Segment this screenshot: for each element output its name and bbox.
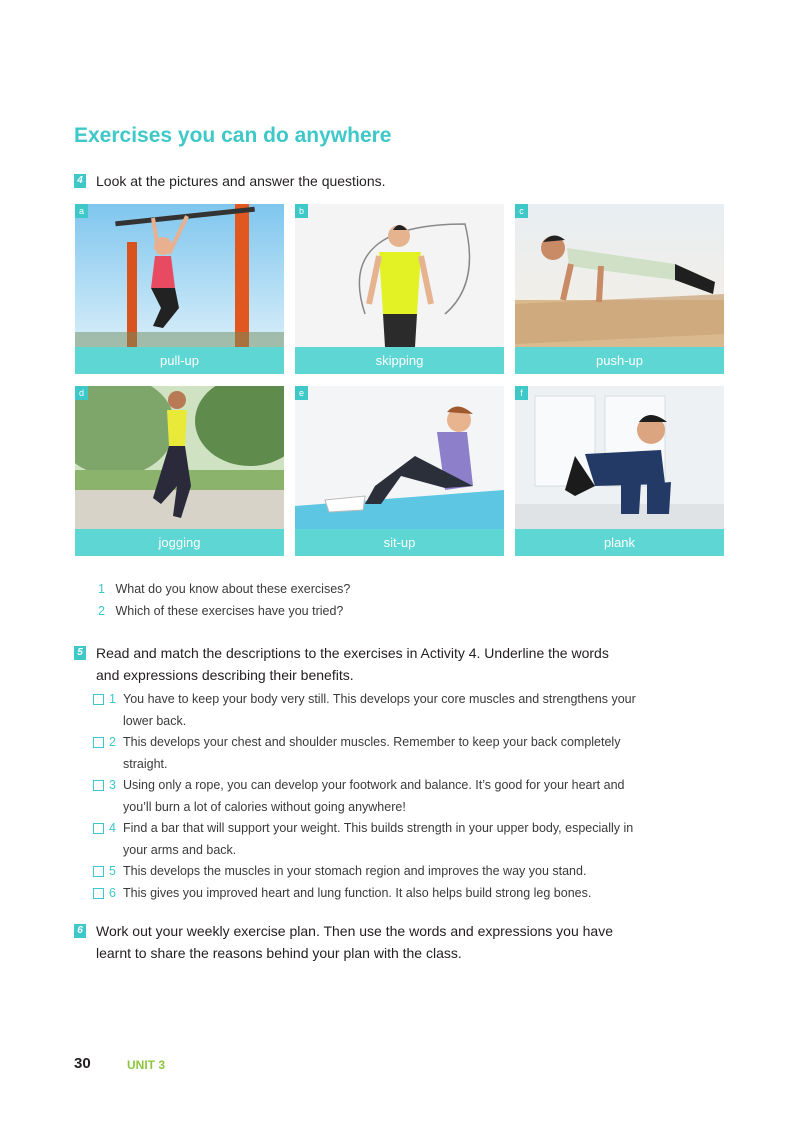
activity-5-instruction: Read and match the descriptions to the exercises in Activity 4. Underline the words and expressions describing their benefits. <box>96 645 609 683</box>
item-number: 5 <box>109 864 116 878</box>
match-item <box>93 861 643 883</box>
question-text: What do you know about these exercises? <box>115 582 351 596</box>
item-number: 1 <box>109 692 116 706</box>
sit-up-photo <box>295 386 504 529</box>
page-title: Exercises you can do anywhere <box>74 124 392 147</box>
page-number: 30 <box>74 1055 91 1072</box>
answer-checkbox[interactable] <box>93 866 104 877</box>
item-number: 3 <box>109 778 116 792</box>
exercise-card-skipping <box>295 204 504 374</box>
answer-checkbox[interactable] <box>93 823 104 834</box>
jogging-photo <box>75 386 284 529</box>
unit-label: UNIT 3 <box>127 1058 166 1072</box>
exercise-card-pull-up <box>75 204 284 374</box>
item-number: 4 <box>109 821 116 835</box>
card-letter: f <box>515 386 528 400</box>
plank-photo <box>515 386 724 529</box>
card-letter: c <box>515 204 528 218</box>
item-text: You have to keep your body very still. This develops your core muscles and strengthens your lower back. <box>123 692 636 728</box>
exercise-card-push-up <box>515 204 724 374</box>
exercise-photo-grid <box>75 204 725 557</box>
activity-number-badge: 6 <box>74 924 86 938</box>
question-list <box>98 578 350 622</box>
card-label: pull-up <box>75 347 284 374</box>
item-text: This develops your chest and shoulder muscles. Remember to keep your back completely straight. <box>123 735 621 771</box>
card-label: sit-up <box>295 529 504 556</box>
match-item <box>93 818 643 861</box>
activity-6-instruction: Work out your weekly exercise plan. Then use the words and expressions you have learnt to share the reasons behind your plan with the class. <box>96 923 613 961</box>
item-number: 6 <box>109 885 116 900</box>
item-number: 2 <box>109 735 116 749</box>
activity-number-badge: 4 <box>74 174 86 188</box>
item-text: Find a bar that will support your weight. This builds strength in your upper body, especially in your arms and back. <box>123 821 634 857</box>
exercise-card-jogging <box>75 386 284 556</box>
item-text: This develops the muscles in your stomach region and improves the way you stand. <box>123 864 587 878</box>
card-letter: a <box>75 204 88 218</box>
match-list <box>93 689 643 904</box>
match-item <box>93 883 643 905</box>
exercise-card-sit-up <box>295 386 504 556</box>
question-number: 2 <box>98 604 105 618</box>
match-item <box>93 732 643 775</box>
question-item <box>98 600 350 622</box>
card-label: jogging <box>75 529 284 556</box>
activity-number-badge: 5 <box>74 646 86 660</box>
item-text: Using only a rope, you can develop your footwork and balance. It’s good for your heart and you’ll burn a lot of calories without going anywhere! <box>123 778 625 814</box>
answer-checkbox[interactable] <box>93 694 104 705</box>
card-label: skipping <box>295 347 504 374</box>
card-letter: b <box>295 204 308 218</box>
card-label: push-up <box>515 347 724 374</box>
answer-checkbox[interactable] <box>93 780 104 791</box>
item-text: This gives you improved heart and lung function. It also helps build strong leg bones. <box>123 885 592 900</box>
answer-checkbox[interactable] <box>93 737 104 748</box>
match-item <box>93 775 643 818</box>
question-item <box>98 578 350 600</box>
card-letter: e <box>295 386 308 400</box>
match-item <box>93 689 643 732</box>
push-up-photo <box>515 204 724 347</box>
activity-4-instruction: Look at the pictures and answer the questions. <box>96 173 386 189</box>
question-text: Which of these exercises have you tried? <box>115 604 344 618</box>
pull-up-photo <box>75 204 284 347</box>
answer-checkbox[interactable] <box>93 888 104 899</box>
exercise-card-plank <box>515 386 724 556</box>
card-letter: d <box>75 386 88 400</box>
card-label: plank <box>515 529 724 556</box>
skipping-photo <box>295 204 504 347</box>
question-number: 1 <box>98 582 105 596</box>
